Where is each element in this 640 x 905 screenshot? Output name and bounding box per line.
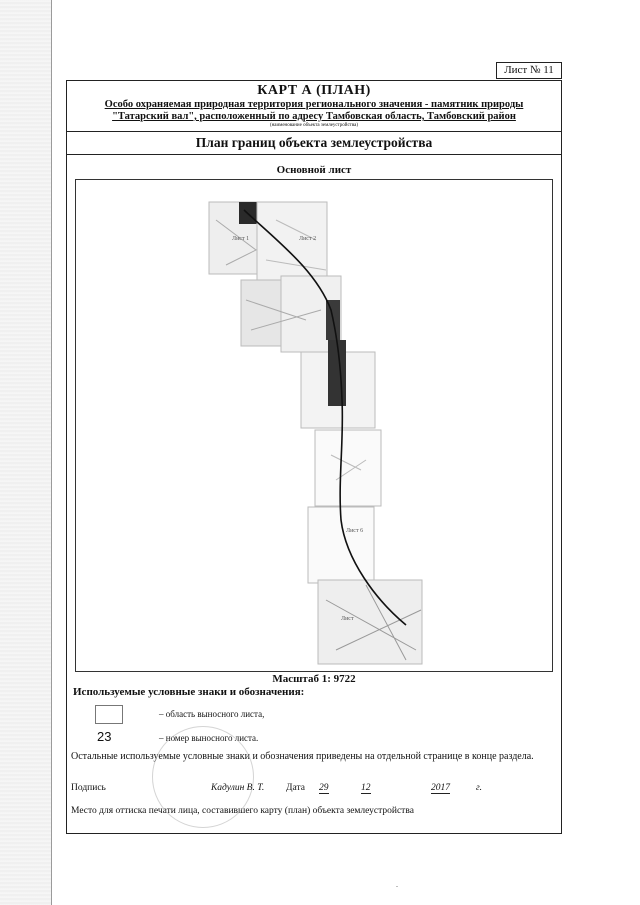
date-year-suffix: г. xyxy=(476,783,482,793)
legend-sheet-area-symbol xyxy=(95,705,123,724)
plan-title: План границ объекта землеустройства xyxy=(67,132,561,155)
map-sheet-5 xyxy=(315,430,381,506)
other-signs-note: Остальные используемые условные знаки и обозначения приведены на отдельной странице в конце раздела. xyxy=(71,751,534,762)
map-area xyxy=(75,179,553,672)
scan-edge xyxy=(0,0,52,905)
document-title: КАРТ А (ПЛАН) xyxy=(257,83,371,98)
stamp-place-text: Место для оттиска печати лица, составившего карту (план) объекта землеустройства xyxy=(71,806,414,816)
object-name-caption: (наименование объекта землеустройства) xyxy=(269,123,359,128)
object-name-line-1: Особо охраняемая природная территория регионального значения - памятник природы xyxy=(104,99,524,110)
map-drawing xyxy=(76,180,552,671)
signature-row xyxy=(71,781,557,797)
date-day: 29 xyxy=(319,783,329,793)
sheet-number: Лист № 11 xyxy=(496,62,562,79)
sheet-label-6: Лист 6 xyxy=(346,528,364,534)
map-sheet-3 xyxy=(241,276,341,352)
document-frame xyxy=(66,80,562,834)
map-scale: Масштаб 1: 9722 xyxy=(272,673,356,685)
map-sheet-2 xyxy=(257,202,327,282)
legend-sheet-number-symbol: 23 xyxy=(97,729,112,744)
signer-name: Кадулин В. Т. xyxy=(211,783,265,793)
sheet-label-1: Лист 1 xyxy=(232,236,250,242)
legend-title: Используемые условные знаки и обозначения: xyxy=(73,686,305,698)
date-label: Дата xyxy=(286,783,305,793)
date-year: 2017 xyxy=(431,783,450,793)
main-sheet-label: Основной лист xyxy=(276,164,352,176)
signature-label: Подпись xyxy=(71,783,106,793)
sheet-label-2: Лист 2 xyxy=(299,236,317,242)
seal-stamp xyxy=(152,726,254,828)
date-month: 12 xyxy=(361,783,371,793)
legend-sheet-area-text: – область выносного листа, xyxy=(159,709,265,719)
scan-border-line xyxy=(51,0,52,905)
scan-mark: . xyxy=(396,880,398,889)
header-block xyxy=(67,81,561,132)
map-sheet-7 xyxy=(318,580,422,664)
legend-sheet-number-text: – номер выносного листа. xyxy=(159,733,259,743)
sheet-label-7: Лист xyxy=(341,616,354,622)
object-name-line-2: "Татарский вал", расположенный по адресу Тамбовская область, Тамбовский район xyxy=(112,111,516,122)
